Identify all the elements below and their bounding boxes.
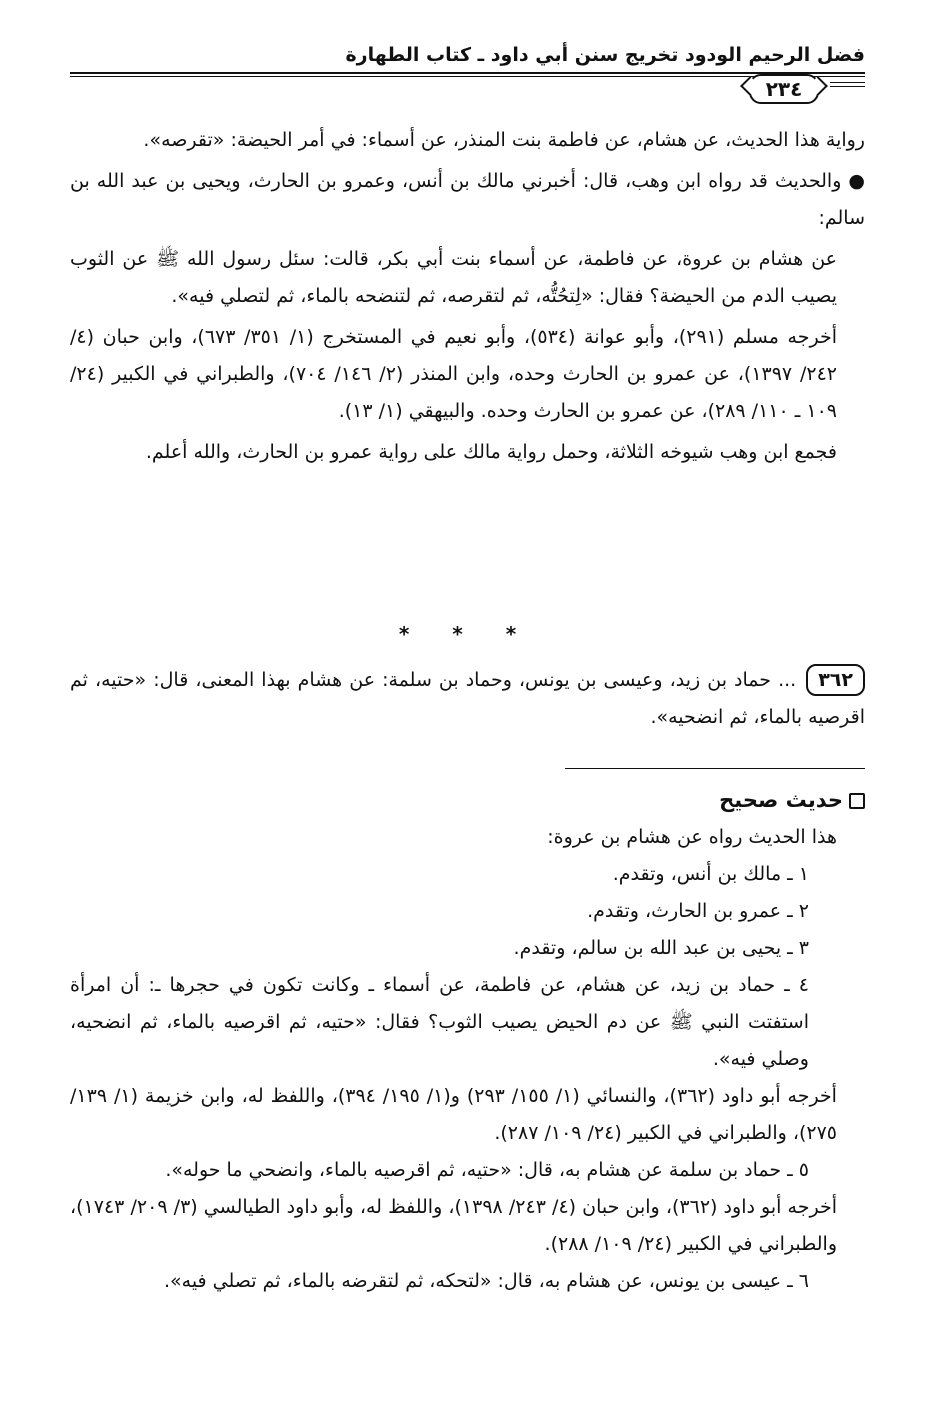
- commentary-line: أخرجه أبو داود (٣٦٢)، وابن حبان (٤/ ٢٤٣/ ١٣٩٨)، واللفظ له، وأبو داود الطيالسي (٣/ ٢٠٩/ ١٧٤٣)، والطبراني في الكبير (٢٤/ ١٠٩/ ٢٨٨).: [70, 1196, 837, 1255]
- commentary-line: أخرجه أبو داود (٣٦٢)، والنسائي (١/ ١٥٥/ ٢٩٣) و(١/ ١٩٥/ ٣٩٤)، واللفظ له، وابن خزيمة (١/ ١٣٩/ ٢٧٥)، والطبراني في الكبير (٢٤/ ١٠٩/ ٢٨٧).: [70, 1085, 837, 1144]
- commentary: [70, 782, 865, 1300]
- section-divider: * * *: [398, 622, 535, 646]
- page-number-text: ٢٣٤: [765, 77, 803, 101]
- paragraph: فجمع ابن وهب شيوخه الثلاثة، وحمل رواية مالك على رواية عمرو بن الحارث، والله أعلم.: [145, 441, 837, 463]
- paragraph: عن هشام بن عروة، عن فاطمة، عن أسماء بنت أبي بكر، قالت: سئل رسول الله ﷺ عن الثوب يصيب الدم من الحيضة؟ فقال: «لِتحُتُّه، ثم لتقرصه، ثم لتنضحه بالماء، ثم لتصلي فيه».: [70, 248, 837, 307]
- commentary-line: هذا الحديث رواه عن هشام بن عروة:: [547, 826, 837, 848]
- ornament-icon: [808, 76, 828, 96]
- commentary-line: ٤ ـ حماد بن زيد، عن هشام، عن فاطمة، عن أسماء ـ وكانت تكون في حجرها ـ: أن امرأة استفتت النبي ﷺ عن دم الحيض يصيب الثوب؟ فقال: «حتيه، ثم اقرصيه بالماء، ثم انضحيه، وصلي فيه».: [70, 974, 809, 1070]
- commentary-line: ٣ ـ يحيى بن عبد الله بن سالم، وتقدم.: [513, 937, 809, 959]
- header-rule-thin: [70, 76, 865, 77]
- grade-heading-text: حديث صحيح: [719, 788, 843, 812]
- header-ornament-lines: [830, 82, 865, 90]
- ornament-icon: [740, 76, 760, 96]
- hadith-number-badge: ٣٦٢: [806, 664, 865, 696]
- commentary-line: ١ ـ مالك بن أنس، وتقدم.: [612, 863, 809, 885]
- paragraph: ● والحديث قد رواه ابن وهب، قال: أخبرني مالك بن أنس، وعمرو بن الحارث، ويحيى بن عبد الله بن سالم:: [70, 170, 865, 229]
- running-title: فضل الرحيم الودود تخريج سنن أبي داود ـ كتاب الطهارة: [345, 44, 865, 66]
- grade-heading: [70, 782, 865, 819]
- commentary-rule: [565, 768, 865, 769]
- hadith-block: [70, 662, 865, 740]
- commentary-line: ٦ ـ عيسى بن يونس، عن هشام به، قال: «لتحكه، ثم لتقرضه بالماء، ثم تصلي فيه».: [163, 1270, 809, 1292]
- hadith-text: ... حماد بن زيد، وعيسى بن يونس، وحماد بن سلمة: عن هشام بهذا المعنى، قال: «حتيه، ثم اقرصيه بالماء، ثم انضحيه».: [70, 669, 865, 728]
- main-text: [70, 122, 865, 475]
- header-rule: [70, 72, 865, 74]
- paragraph: أخرجه مسلم (٢٩١)، وأبو عوانة (٥٣٤)، وأبو نعيم في المستخرج (١/ ٣٥١/ ٦٧٣)، وابن حبان (٤/ ٢٤٢/ ١٣٩٧)، عن عمرو بن الحارث وحده، وابن المنذر (٢/ ١٤٦/ ٧٠٤)، والطبراني في الكبير (٢٤/ ١٠٩ ـ ١١٠/ ٢٨٩)، عن عمرو بن الحارث وحده. والبيهقي (١/ ١٣).: [70, 326, 837, 422]
- commentary-line: ٥ ـ حماد بن سلمة عن هشام به، قال: «حتيه، ثم اقرصيه بالماء، وانضحي ما حوله».: [165, 1159, 809, 1181]
- paragraph: رواية هذا الحديث، عن هشام، عن فاطمة بنت المنذر، عن أسماء: في أمر الحيضة: «تقرصه».: [143, 129, 865, 151]
- page-number: [749, 74, 819, 104]
- commentary-line: ٢ ـ عمرو بن الحارث، وتقدم.: [587, 900, 809, 922]
- book-icon: [849, 793, 865, 809]
- hadith-paragraph: [70, 662, 865, 736]
